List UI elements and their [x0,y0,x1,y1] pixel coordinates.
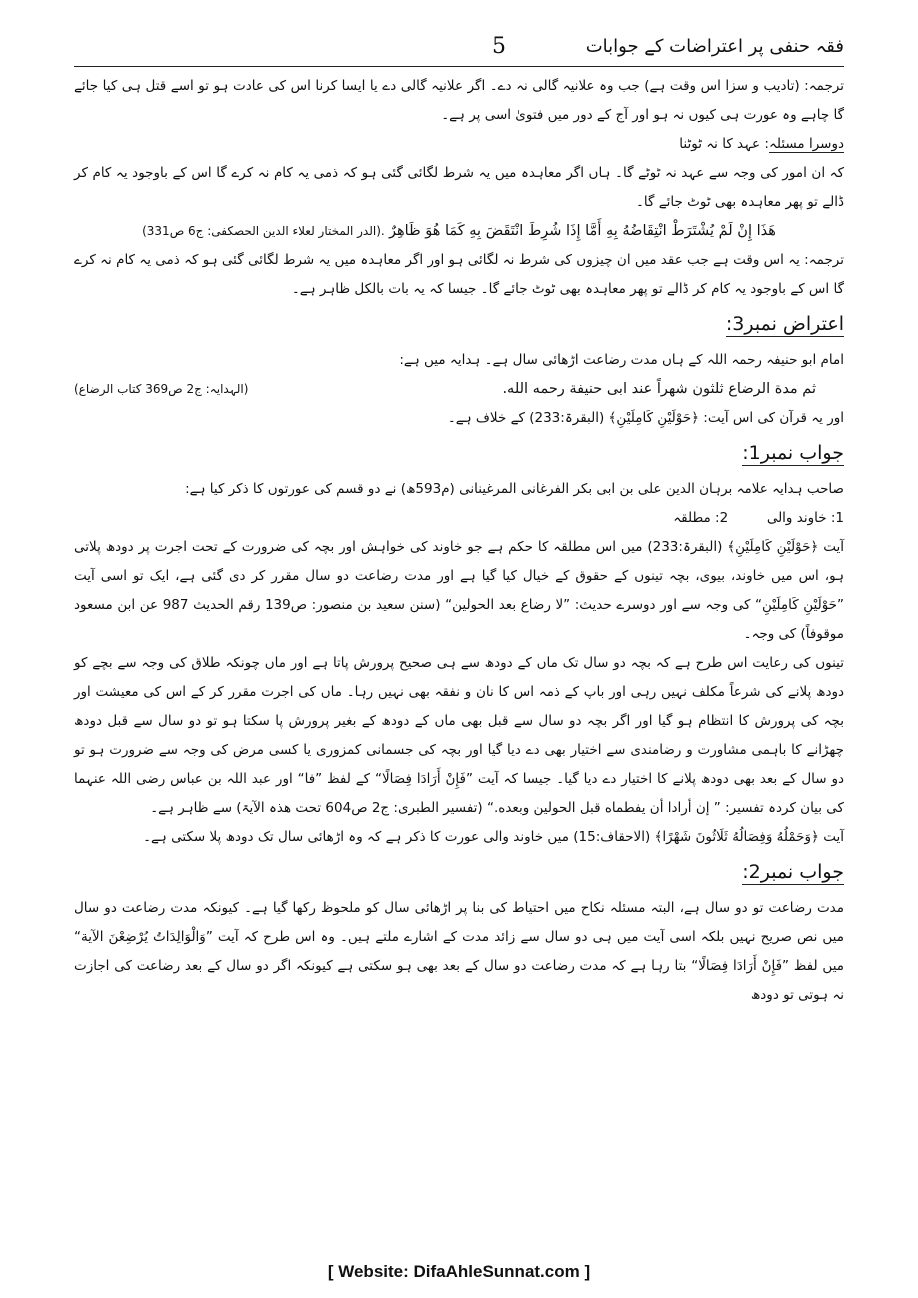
paragraph-translation-2: ترجمہ: یہ اس وقت ہے جب عقد میں ان چیزوں کی شرط نہ لگائی ہو اور اگر معاہدہ میں یہ شرط لگائی گئی ہو کہ ذمی یہ کام نہ کرے گا اس کے باوجود یہ کام کر ڈالے تو پھر معاہدہ بھی ٹوٹ جائے گا۔ جیسا کہ یہ بات بالکل ظاہر ہے۔ [74,252,844,297]
paragraph-answer-1-ahqaf: آیت ﴿وَحَمْلُهُ وَفِصَالُهُ ثَلَاثُونَ شَهْرًا﴾ (الاحقاف:15) میں خاوند والی عورت کا ذکر ہے کہ وہ اڑھائی سال تک دودھ پلا سکتی ہے۔ [143,829,844,845]
paragraph-quran-contradiction: اور یہ قرآن کی اس آیت: ﴿حَوْلَيْنِ كَامِلَيْنِ﴾ (البقرۃ:233) کے خلاف ہے۔ [447,410,844,426]
list-item: 2: مطلقہ [673,510,729,526]
sub-heading-label: دوسرا مسئلہ [768,136,844,152]
paragraph-answer-1-ayah: آیت ﴿حَوْلَيْنِ كَامِلَيْنِ﴾ (البقرۃ:233) میں اس مطلقہ کا حکم ہے جو خاوند کی خواہش اور بچہ کی ضرورت کے تحت اجرت پر دودھ پلاتی ہو، اس میں خاوند، بیوی، بچہ تینوں کے حقوق کے خیال کیا گیا ہے اور مدت رضاعت دو سال مقرر کر دی گئی ہے، ایک تو اسی آیت ”حَوْلَيْنِ كَامِلَيْنِ“ کی وجہ سے اور دوسرے حدیث: ”لا رضاع بعد الحولین“ (سنن سعید بن منصور: ص139 رقم الحدیث 987 عن ابن مسعود موقوفاً) کی وجہ۔ [74,539,845,642]
hidaya-quote-row [74,375,844,404]
paragraph-answer-1-intro: صاحب ہدایہ علامہ برہان الدین علی بن ابی بکر الفرغانی المرغینانی (م593ھ) نے دو قسم کی عورتوں کا ذکر کیا ہے: [185,481,844,497]
list-item: 1: خاوند والی [766,510,844,526]
running-title: فقہ حنفی پر اعتراضات کے جوابات [585,36,844,57]
heading-answer-1: جواب نمبر1: [742,442,844,464]
arabic-text: هَذَا إِنْ لَمْ يُشْتَرَطْ انْتِقَاضُهُ بِهِ أَمَّا إِذَا شُرِطَ انْتَقَضَ بِهِ كَمَا هُوَ ظَاهِرٌ [389,223,776,239]
sub-heading [74,130,844,159]
paragraph-translation-1: ترجمہ: (تادیب و سزا اس وقت ہے) جب وہ علانیہ گالی نہ دے۔ اگر علانیہ گالی دے یا ایسا کرنا اس کی عادت ہو تو اسے قتل ہی کیا جائے گا چاہے وہ عورت ہی کیوں نہ ہو اور آج کے دور میں فتویٰ اسی پر ہے۔ [74,78,844,123]
header-divider [74,66,844,67]
paragraph-answer-1-explanation: تینوں کی رعایت اس طرح ہے کہ بچہ دو سال تک ماں کے دودھ سے ہی صحیح پرورش پاتا ہے اور ماں چونکہ طلاق کی وجہ سے بچے کو دودھ پلانے کی شرعاً مکلف نہیں رہی اور باپ کے ذمہ اس کا نان و نفقہ بھی نہیں رہا۔ ماں کی اجرت مقرر کر کے اس کی معیشت اور بچہ کی پرورش کا انتظام ہو گیا اور اگر بچہ دو سال سے قبل بھی ماں کے دودھ کے بغیر پرورش پا سکتا ہو تو دو سال سے قبل دودھ چھڑانے کا باہمی مشاورت و رضامندی سے اختیار بھی دے دیا گیا اور بچہ کی جسمانی کمزوری یا کسی مرض کی وجہ سے ضرورت ہو تو دو سال کے بعد بھی دودھ پلانے کا اختیار دے دیا گیا۔ جیسا کہ آیت ”فَإِنْ أَرَادَا فِصَالًا“ کے لفظ ”فا“ اور عبد اللہ بن عباس رضی اللہ عنہما کی بیان کردہ تفسیر: ” إن أرادا أن يفطماه قبل الحولين وبعده.“ (تفسیر الطبری: ج2 ص604 تحت ھذہ الآیۃ) سے ظاہر ہے۔ [74,655,844,816]
page-header [74,28,844,68]
hidaya-quote: ثم مدة الرضاع ثلثون شهراً عند ابی حنيفة رحمه الله. [502,381,816,397]
paragraph-objection: امام ابو حنیفہ رحمہ اللہ کے ہاں مدت رضاعت اڑھائی سال ہے۔ ہدایہ میں ہے: [399,352,844,368]
page-number: 5 [492,34,506,59]
heading-objection-3: اعتراض نمبر3: [725,313,844,335]
hidaya-reference: (الہدایہ: ج2 ص369 کتاب الرضاع) [74,382,249,396]
paragraph-2: کہ ان امور کی وجہ سے عہد نہ ٹوٹے گا۔ ہاں اگر معاہدہ میں یہ شرط لگائی گئی ہو کہ ذمی یہ کام نہ کرے گا اس کے باوجود یہ کام کر ڈالے تو پھر معاہدہ بھی ٹوٹ جائے گا۔ [74,165,844,210]
heading-answer-2: جواب نمبر2: [742,861,844,883]
arabic-quote-1 [74,217,844,246]
sub-heading-text: : عہد کا نہ ٹوٹنا [679,136,769,152]
page-body [74,72,844,1010]
arabic-reference: .(الدر المختار لعلاء الدین الحصکفی: ج6 ص331) [142,224,385,238]
website-footer: [ Website: DifaAhleSunnat.com ] [327,1262,591,1281]
women-types-list [74,504,844,533]
paragraph-answer-2: مدت رضاعت تو دو سال ہے، البتہ مسئلہ نکاح میں احتیاط کی بنا پر اڑھائی سال کو ملحوظ رکھا گیا ہے۔ کیونکہ مدت رضاعت دو سال میں نص صریح نہیں بلکہ اسی آیت میں ہی دو سال سے زائد مدت کے اشارے ملتے ہیں۔ وہ اس طرح کہ آیت ”وَالْوَالِدَاتُ يُرْضِعْنَ الآية“ میں لفظ ”فَإِنْ أَرَادَا فِصَالًا“ بتا رہا ہے کہ مدت رضاعت دو سال کے بعد بھی ہو سکتی ہے کیونکہ اگر دو سال کے بعد رضاعت کی اجازت نہ ہوتی تو دودھ [74,900,844,1003]
